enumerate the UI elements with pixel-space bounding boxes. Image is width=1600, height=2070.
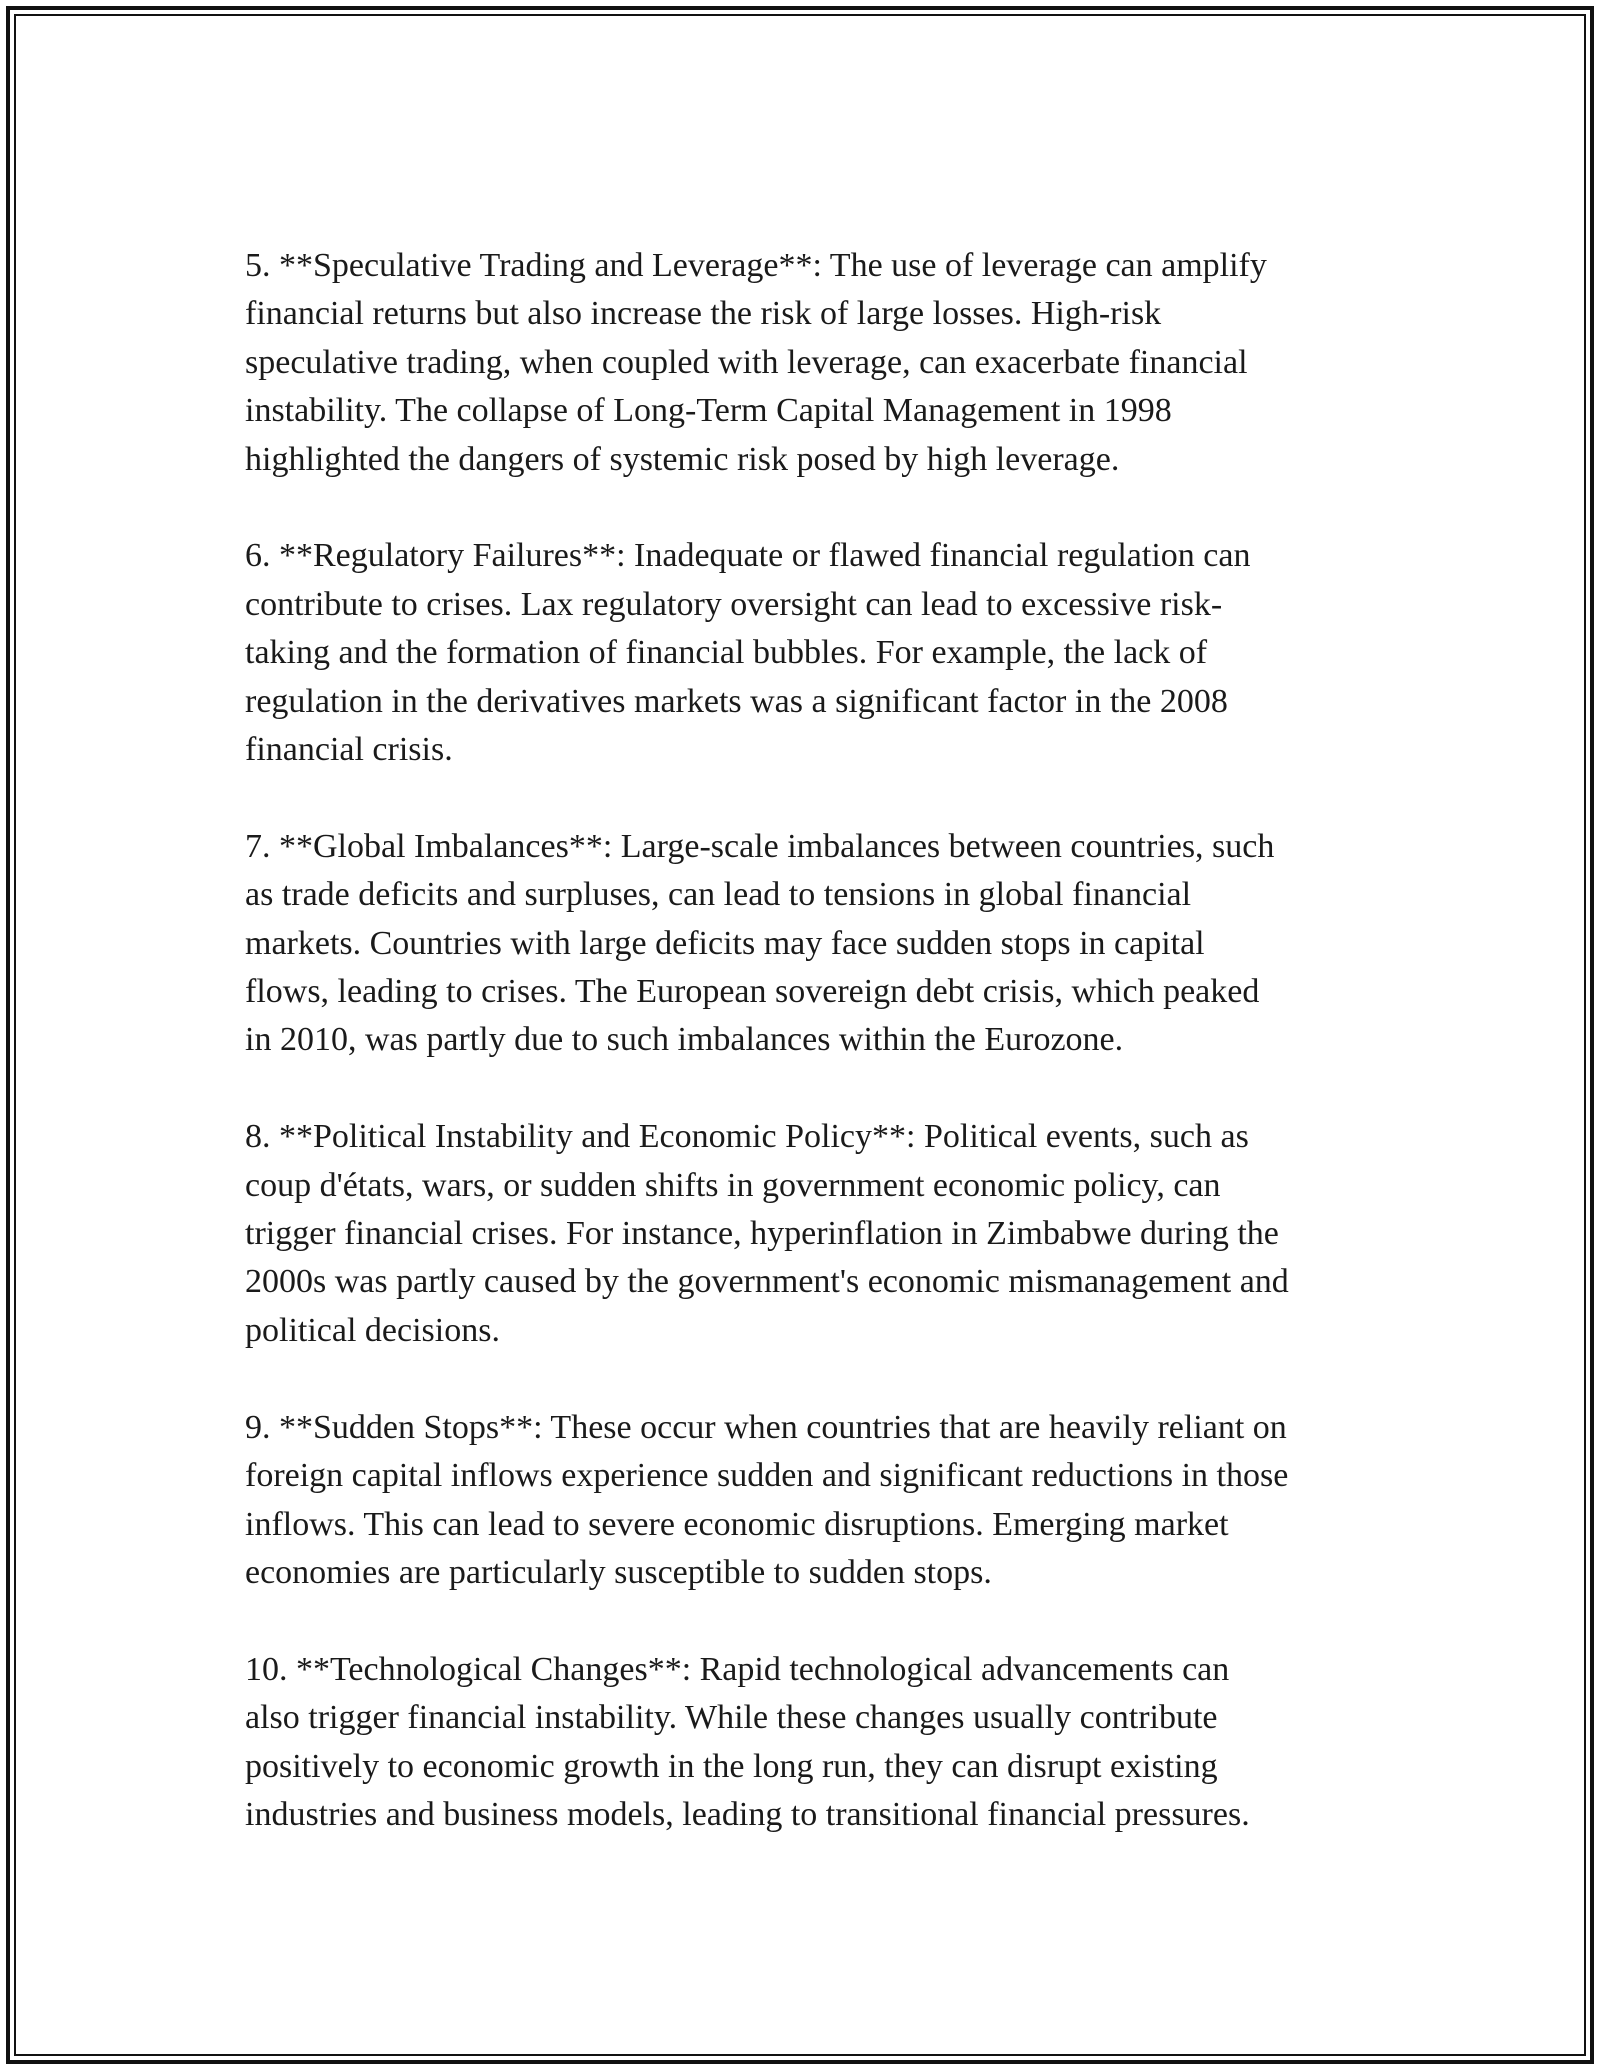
document-body [245,242,1395,1839]
page-border [6,6,1594,2064]
list-item-political-instability: 8. **Political Instability and Economic Policy**: Political events, such as coup d'états, wars, or sudden shifts in government economic policy, can trigger financial crises. For instance, hyperinflation in Zimbabwe during the 2000s was partly caused by the government's economic mismanagement and political decisions. [245,1118,1289,1349]
list-item-regulatory-failures: 6. **Regulatory Failures**: Inadequate or flawed financial regulation can contribute to crises. Lax regulatory oversight can lead to excessive risk- taking and the formation of financial bubbles. For example, the lack of regulation in the derivatives markets was a significant factor in the 2008 financial crisis. [245,537,1251,769]
list-item-speculative-trading: 5. **Speculative Trading and Leverage**: The use of leverage can amplify financial returns but also increase the risk of large losses. High-risk speculative trading, when coupled with leverage, can exacerbate financial instability. The collapse of Long-Term Capital Management in 1998 highlighted the dangers of systemic risk posed by high leverage. [245,247,1267,478]
list-item-global-imbalances: 7. **Global Imbalances**: Large-scale imbalances between countries, such as trade deficits and surpluses, can lead to tensions in global financial markets. Countries with large deficits may face sudden stops in capital flows, leading to crises. The European sovereign debt crisis, which peaked in 2010, was partly due to such imbalances within the Eurozone. [245,827,1275,1059]
list-item-technological-changes: 10. **Technological Changes**: Rapid technological advancements can also trigger financial instability. While these changes usually contribute positively to economic growth in the long run, they can disrupt existing industries and business models, leading to transitional financial pressures. [245,1650,1250,1833]
list-item-sudden-stops: 9. **Sudden Stops**: These occur when countries that are heavily reliant on foreign capital inflows experience sudden and significant reductions in those inflows. This can lead to severe economic disruptions. Emerging market economies are particularly susceptible to sudden stops. [245,1408,1289,1591]
